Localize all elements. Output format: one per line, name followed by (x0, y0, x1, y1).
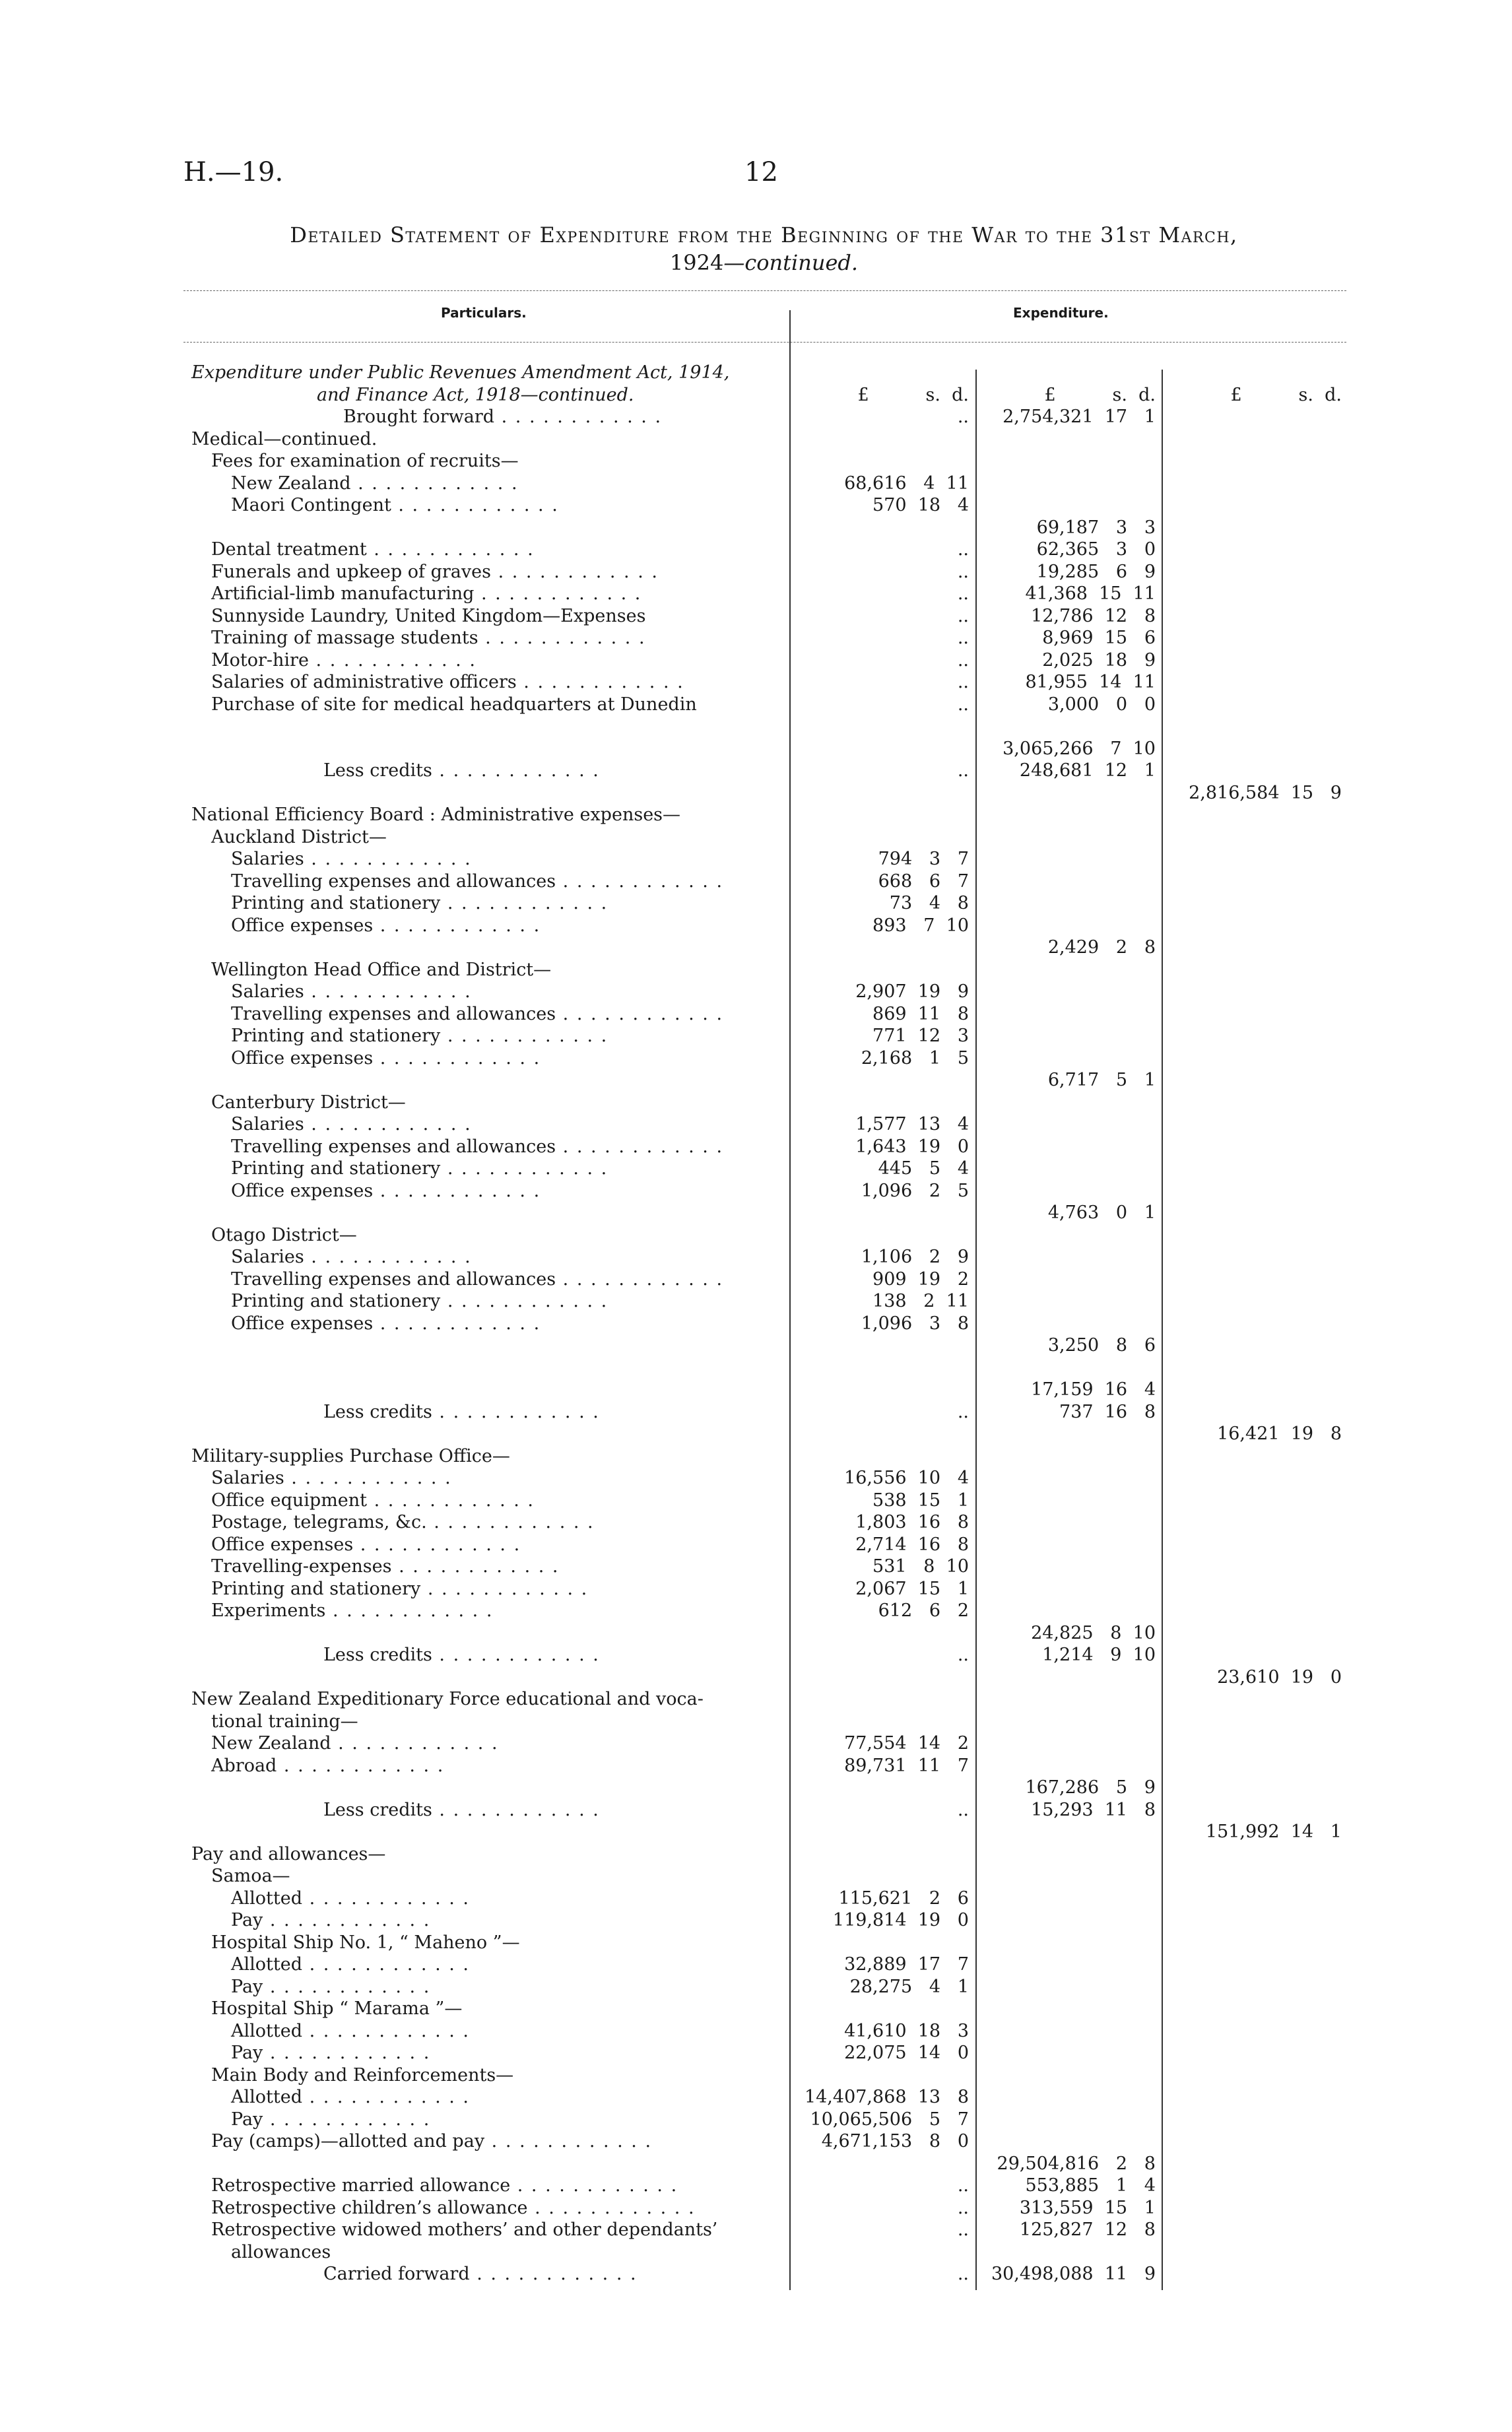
table-row (0, 494, 1512, 517)
table-row (0, 1445, 1512, 1468)
table-row (0, 1158, 1512, 1180)
table-row (0, 1954, 1512, 1976)
table-row (0, 1313, 1512, 1335)
particulars-cell: tional training— (211, 1711, 358, 1732)
table-row (0, 760, 1512, 782)
amount-c3: £ s. d. (1230, 384, 1342, 405)
amount-c2: 2,754,321 17 1 (1003, 407, 1156, 427)
amount-c1: 445 5 4 (878, 1158, 969, 1179)
amount-c1: .. (957, 407, 969, 427)
amount-c1: .. (957, 760, 969, 781)
table-row (0, 627, 1512, 649)
particulars-cell: Hospital Ship “ Marama ”— (211, 1998, 463, 2019)
amount-c1: 10,065,506 5 7 (810, 2109, 969, 2130)
amount-c1: 32,889 17 7 (844, 1954, 969, 1975)
amount-c1: 119,814 19 0 (832, 1910, 969, 1930)
amount-c1: 869 11 8 (872, 1003, 969, 1024)
amount-c1: 668 6 7 (878, 871, 969, 892)
page-number: 12 (744, 157, 778, 187)
amount-c1: 612 6 2 (878, 1600, 969, 1621)
table-row (0, 1688, 1512, 1711)
table-row (0, 871, 1512, 893)
amount-c1: 1,096 3 8 (861, 1313, 969, 1334)
particulars-cell: Pay . . (231, 2109, 430, 2131)
table-row (0, 1843, 1512, 1866)
amount-c2: 12,786 12 8 (1031, 605, 1156, 626)
particulars-cell: Pay and allowances— (191, 1843, 386, 1864)
table-row (0, 1865, 1512, 1888)
header-top-rule (183, 290, 1346, 291)
amount-c1: 28,275 4 1 (849, 1976, 969, 1997)
amount-c1: 2,714 16 8 (855, 1534, 969, 1555)
table-row (0, 1025, 1512, 1047)
particulars-cell: Hospital Ship No. 1, “ Maheno ”— (211, 1932, 520, 1953)
particulars-cell: New Zealand . . (231, 473, 519, 495)
amount-c1: 138 2 11 (872, 1291, 969, 1311)
amount-c2: 737 16 8 (1059, 1401, 1156, 1422)
particulars-cell: Office expenses . . (231, 915, 541, 937)
particulars-cell: Medical—continued. (191, 428, 378, 449)
amount-c2: 24,825 8 10 (1031, 1622, 1156, 1643)
table-row (0, 1202, 1512, 1224)
amount-c3: 2,816,584 15 9 (1189, 782, 1342, 803)
table-row (0, 2086, 1512, 2109)
table-row (0, 826, 1512, 849)
table-row (0, 1379, 1512, 1401)
particulars-cell: Retrospective married allowance . . (211, 2175, 678, 2197)
table-row (0, 1357, 1512, 1379)
amount-c2: 81,955 14 11 (1025, 672, 1156, 692)
table-row (0, 1180, 1512, 1202)
amount-c1: .. (957, 1645, 969, 1665)
page-reference: H.—19. (183, 157, 284, 187)
particulars-cell: Allotted . . (231, 2086, 470, 2109)
particulars-cell: Less credits . . (323, 1401, 600, 1424)
table-row (0, 1092, 1512, 1114)
amount-c1: 16,556 10 4 (844, 1468, 969, 1488)
amount-c3: 151,992 14 1 (1205, 1822, 1342, 1842)
particulars-cell: Maori Contingent . . (231, 494, 559, 517)
amount-c1: 570 18 4 (872, 495, 969, 515)
amount-c2: 125,827 12 8 (1019, 2219, 1156, 2240)
amount-c2: 15,293 11 8 (1031, 1799, 1156, 1820)
amount-c1: .. (957, 2219, 969, 2240)
table-row (0, 384, 1512, 407)
amount-c2: £ s. d. (1044, 384, 1156, 405)
table-row (0, 738, 1512, 760)
table-row (0, 2175, 1512, 2197)
particulars-cell: and Finance Act, 1918—continued. (317, 384, 634, 405)
particulars-cell: Travelling expenses and allowances . . (231, 1003, 723, 1026)
table-row (0, 1998, 1512, 2020)
amount-c2: 2,429 2 8 (1047, 937, 1156, 958)
particulars-cell: Office expenses . . (211, 1534, 521, 1556)
table-row (0, 1246, 1512, 1268)
amount-c1: 2,168 1 5 (861, 1047, 969, 1068)
amount-c2: 69,187 3 3 (1036, 517, 1156, 538)
amount-c1: 2,067 15 1 (855, 1578, 969, 1599)
particulars-cell: Dental treatment . . (211, 539, 535, 561)
particulars-cell: Postage, telegrams, &c. . . (211, 1511, 595, 1534)
amount-c1: 771 12 3 (872, 1026, 969, 1046)
table-row (0, 1003, 1512, 1026)
table-row (0, 1578, 1512, 1600)
table-row (0, 1047, 1512, 1070)
amount-c2: 3,000 0 0 (1047, 694, 1156, 715)
particulars-cell: New Zealand . . (211, 1732, 499, 1755)
particulars-cell: Travelling expenses and allowances . . (231, 871, 723, 893)
title-year: 1924 (669, 250, 724, 275)
amount-c1: 22,075 14 0 (844, 2043, 969, 2063)
particulars-cell: allowances (231, 2241, 331, 2262)
particulars-cell: Less credits . . (323, 1644, 600, 1666)
amount-c1: .. (957, 2175, 969, 2196)
table-row (0, 1909, 1512, 1932)
particulars-cell: Main Body and Reinforcements— (211, 2064, 514, 2086)
table-row (0, 671, 1512, 694)
particulars-cell: Printing and stationery . . (231, 1025, 608, 1047)
table-row (0, 1556, 1512, 1578)
amount-c2: 17,159 16 4 (1031, 1379, 1156, 1400)
amount-c2: 167,286 5 9 (1025, 1777, 1156, 1798)
amount-c2: 19,285 6 9 (1036, 561, 1156, 582)
amount-c2: 29,504,816 2 8 (997, 2153, 1156, 2174)
particulars-header: Particulars. (441, 305, 527, 321)
table-row (0, 1467, 1512, 1490)
expenditure-header: Expenditure. (1013, 305, 1109, 321)
document-title (178, 221, 1350, 277)
table-row (0, 1932, 1512, 1954)
table-row (0, 694, 1512, 716)
amount-c1: 794 3 7 (878, 849, 969, 869)
amount-c2: 30,498,088 11 9 (991, 2264, 1156, 2284)
particulars-cell: Experiments . . (211, 1600, 493, 1622)
table-row (0, 1666, 1512, 1689)
particulars-cell: Training of massage students . . (211, 627, 646, 649)
particulars-cell: Purchase of site for medical headquarters at Dunedin (211, 694, 697, 715)
particulars-cell: National Efficiency Board : Administrative expenses— (191, 805, 681, 825)
amount-c2: 553,885 1 4 (1025, 2175, 1156, 2196)
particulars-cell: Less credits . . (323, 1799, 600, 1822)
expenditure-table (0, 362, 1512, 2285)
amount-c1: .. (957, 694, 969, 715)
amount-c1: 531 8 10 (872, 1556, 969, 1577)
table-row (0, 2020, 1512, 2043)
particulars-cell: Travelling-expenses . . (211, 1556, 559, 1578)
particulars-cell: Less credits . . (323, 760, 600, 782)
amount-c1: 1,577 13 4 (855, 1114, 969, 1134)
particulars-cell: Allotted . . (231, 1888, 470, 1910)
table-row (0, 2153, 1512, 2175)
particulars-cell: Fees for examination of recruits— (211, 451, 519, 471)
amount-c1: .. (957, 1799, 969, 1820)
table-row (0, 583, 1512, 605)
particulars-cell: Retrospective children’s allowance . . (211, 2197, 696, 2219)
particulars-cell: Salaries . . (231, 1246, 472, 1268)
amount-c1: 2,907 19 9 (855, 981, 969, 1002)
amount-c2: 62,365 3 0 (1036, 539, 1156, 560)
table-row (0, 2109, 1512, 2131)
amount-c2: 1,214 9 10 (1042, 1645, 1156, 1665)
particulars-cell: Salaries . . (231, 1113, 472, 1136)
table-row (0, 1821, 1512, 1843)
table-row (0, 450, 1512, 473)
amount-c1: .. (957, 605, 969, 626)
table-row (0, 959, 1512, 981)
table-row (0, 1976, 1512, 1998)
particulars-cell: Printing and stationery . . (231, 1158, 608, 1180)
amount-c2: 8,969 15 6 (1042, 628, 1156, 648)
amount-c3: 16,421 19 8 (1217, 1424, 1342, 1444)
table-row (0, 2197, 1512, 2219)
particulars-cell: Motor-hire . . (211, 649, 477, 672)
particulars-cell: Otago District— (211, 1224, 357, 1245)
header-bottom-rule (183, 342, 1346, 343)
particulars-cell: Sunnyside Laundry, United Kingdom—Expenses (211, 605, 646, 626)
particulars-cell: New Zealand Expeditionary Force educational and voca- (191, 1689, 704, 1709)
particulars-cell: Printing and stationery . . (211, 1578, 588, 1600)
amount-c1: 73 4 8 (889, 893, 969, 913)
amount-c2: 41,368 15 11 (1025, 583, 1156, 604)
table-row (0, 428, 1512, 451)
amount-c1: 4,671,153 8 0 (821, 2131, 969, 2152)
amount-c1: 115,621 2 6 (838, 1888, 969, 1909)
particulars-cell: Samoa— (211, 1866, 290, 1886)
table-row (0, 1224, 1512, 1247)
amount-c1: .. (957, 672, 969, 692)
table-row (0, 1799, 1512, 1822)
amount-c1: 1,803 16 8 (855, 1512, 969, 1532)
amount-c1: .. (957, 561, 969, 582)
table-row (0, 782, 1512, 805)
table-row (0, 1401, 1512, 1424)
table-row (0, 473, 1512, 495)
particulars-cell: Pay . . (231, 1976, 430, 1998)
amount-c1: 1,096 2 5 (861, 1180, 969, 1201)
table-row (0, 2263, 1512, 2285)
particulars-cell: Abroad . . (211, 1755, 444, 1777)
table-row (0, 1334, 1512, 1357)
particulars-cell: Allotted . . (231, 2020, 470, 2043)
table-row (0, 981, 1512, 1003)
particulars-cell: Travelling expenses and allowances . . (231, 1268, 723, 1291)
amount-c2: 248,681 12 1 (1019, 760, 1156, 781)
amount-c2: 4,763 0 1 (1047, 1202, 1156, 1223)
table-row (0, 1600, 1512, 1622)
particulars-cell: Funerals and upkeep of graves . . (211, 561, 659, 583)
amount-c1: 909 19 2 (872, 1268, 969, 1290)
table-row (0, 892, 1512, 915)
table-row (0, 1490, 1512, 1512)
amount-c1: .. (957, 1401, 969, 1422)
particulars-cell: Pay . . (231, 2042, 430, 2064)
title-line-2 (178, 249, 1350, 277)
particulars-cell: Auckland District— (211, 826, 387, 847)
table-row (0, 1755, 1512, 1777)
particulars-cell: Office expenses . . (231, 1180, 541, 1202)
particulars-cell: Pay . . (231, 1909, 430, 1932)
table-row (0, 915, 1512, 937)
amount-c2: 3,065,266 7 10 (1003, 738, 1156, 759)
particulars-cell: Retrospective widowed mothers’ and other dependants’ (211, 2219, 718, 2240)
table-row (0, 561, 1512, 583)
table-row (0, 2064, 1512, 2087)
particulars-cell: Office expenses . . (231, 1313, 541, 1335)
table-row (0, 1136, 1512, 1158)
table-row (0, 517, 1512, 539)
table-row (0, 804, 1512, 826)
amount-c2: 3,250 8 6 (1047, 1335, 1156, 1356)
amount-c1: 14,407,868 13 8 (804, 2087, 969, 2107)
table-row (0, 539, 1512, 561)
particulars-cell: Travelling expenses and allowances . . (231, 1136, 723, 1158)
table-row (0, 1622, 1512, 1645)
particulars-cell: Brought forward . . (343, 406, 662, 428)
particulars-cell: Salaries . . (211, 1467, 452, 1490)
particulars-cell: Office equipment . . (211, 1490, 535, 1512)
table-row (0, 2241, 1512, 2264)
particulars-cell: Expenditure under Public Revenues Amendment Act, 1914, (191, 362, 730, 383)
table-row (0, 605, 1512, 628)
table-row (0, 1113, 1512, 1136)
amount-c1: 893 7 10 (872, 915, 969, 936)
particulars-cell: Carried forward . . (323, 2263, 638, 2285)
particulars-cell: Pay (camps)—allotted and pay . . (211, 2130, 652, 2153)
particulars-cell: Military-supplies Purchase Office— (191, 1445, 510, 1466)
particulars-cell: Salaries of administrative officers . . (211, 671, 684, 694)
amount-c1: .. (957, 2197, 969, 2218)
amount-c1: .. (957, 649, 969, 671)
particulars-cell: Artificial-limb manufacturing . . (211, 583, 641, 605)
amount-c1: 77,554 14 2 (844, 1733, 969, 1754)
amount-c2: 313,559 15 1 (1019, 2197, 1156, 2218)
amount-c1: 1,643 19 0 (855, 1136, 969, 1157)
particulars-cell: Salaries . . (231, 848, 472, 871)
particulars-cell: Allotted . . (231, 1954, 470, 1976)
table-row (0, 1069, 1512, 1092)
table-row (0, 1711, 1512, 1733)
amount-c1: 1,106 2 9 (861, 1247, 969, 1267)
amount-c1: .. (957, 539, 969, 560)
amount-c2: 2,025 18 9 (1042, 649, 1156, 671)
table-row (0, 649, 1512, 672)
particulars-cell: Wellington Head Office and District— (211, 959, 552, 980)
table-row (0, 1511, 1512, 1534)
particulars-cell: Printing and stationery . . (231, 1290, 608, 1313)
title-line-1: Detailed Statement of Expenditure from the Beginning of the War to the 31st March, (290, 222, 1238, 247)
table-row (0, 1732, 1512, 1755)
table-row (0, 848, 1512, 871)
table-row (0, 1423, 1512, 1445)
table-row (0, 1290, 1512, 1313)
amount-c1: .. (957, 2264, 969, 2284)
particulars-cell: Canterbury District— (211, 1092, 406, 1113)
table-row (0, 1777, 1512, 1799)
particulars-cell: Salaries . . (231, 981, 472, 1003)
particulars-cell: Printing and stationery . . (231, 892, 608, 915)
amount-c1: .. (957, 583, 969, 604)
amount-c1: 538 15 1 (872, 1490, 969, 1511)
table-row (0, 1268, 1512, 1291)
amount-c3: 23,610 19 0 (1217, 1666, 1342, 1688)
amount-c1: £ s. d. (857, 384, 969, 405)
amount-c2: 6,717 5 1 (1047, 1070, 1156, 1090)
particulars-cell: Office expenses . . (231, 1047, 541, 1070)
amount-c1: 68,616 4 11 (844, 473, 969, 494)
table-row (0, 406, 1512, 428)
table-row (0, 715, 1512, 738)
amount-c1: 89,731 11 7 (844, 1755, 969, 1776)
amount-c1: 41,610 18 3 (844, 2020, 969, 2041)
table-row (0, 2130, 1512, 2153)
amount-c1: .. (957, 628, 969, 648)
table-row (0, 1644, 1512, 1666)
table-row (0, 362, 1512, 384)
table-row (0, 2042, 1512, 2064)
table-row (0, 937, 1512, 959)
title-continued: —continued. (723, 250, 859, 275)
table-row (0, 1534, 1512, 1556)
table-row (0, 1888, 1512, 1910)
table-row (0, 2219, 1512, 2241)
